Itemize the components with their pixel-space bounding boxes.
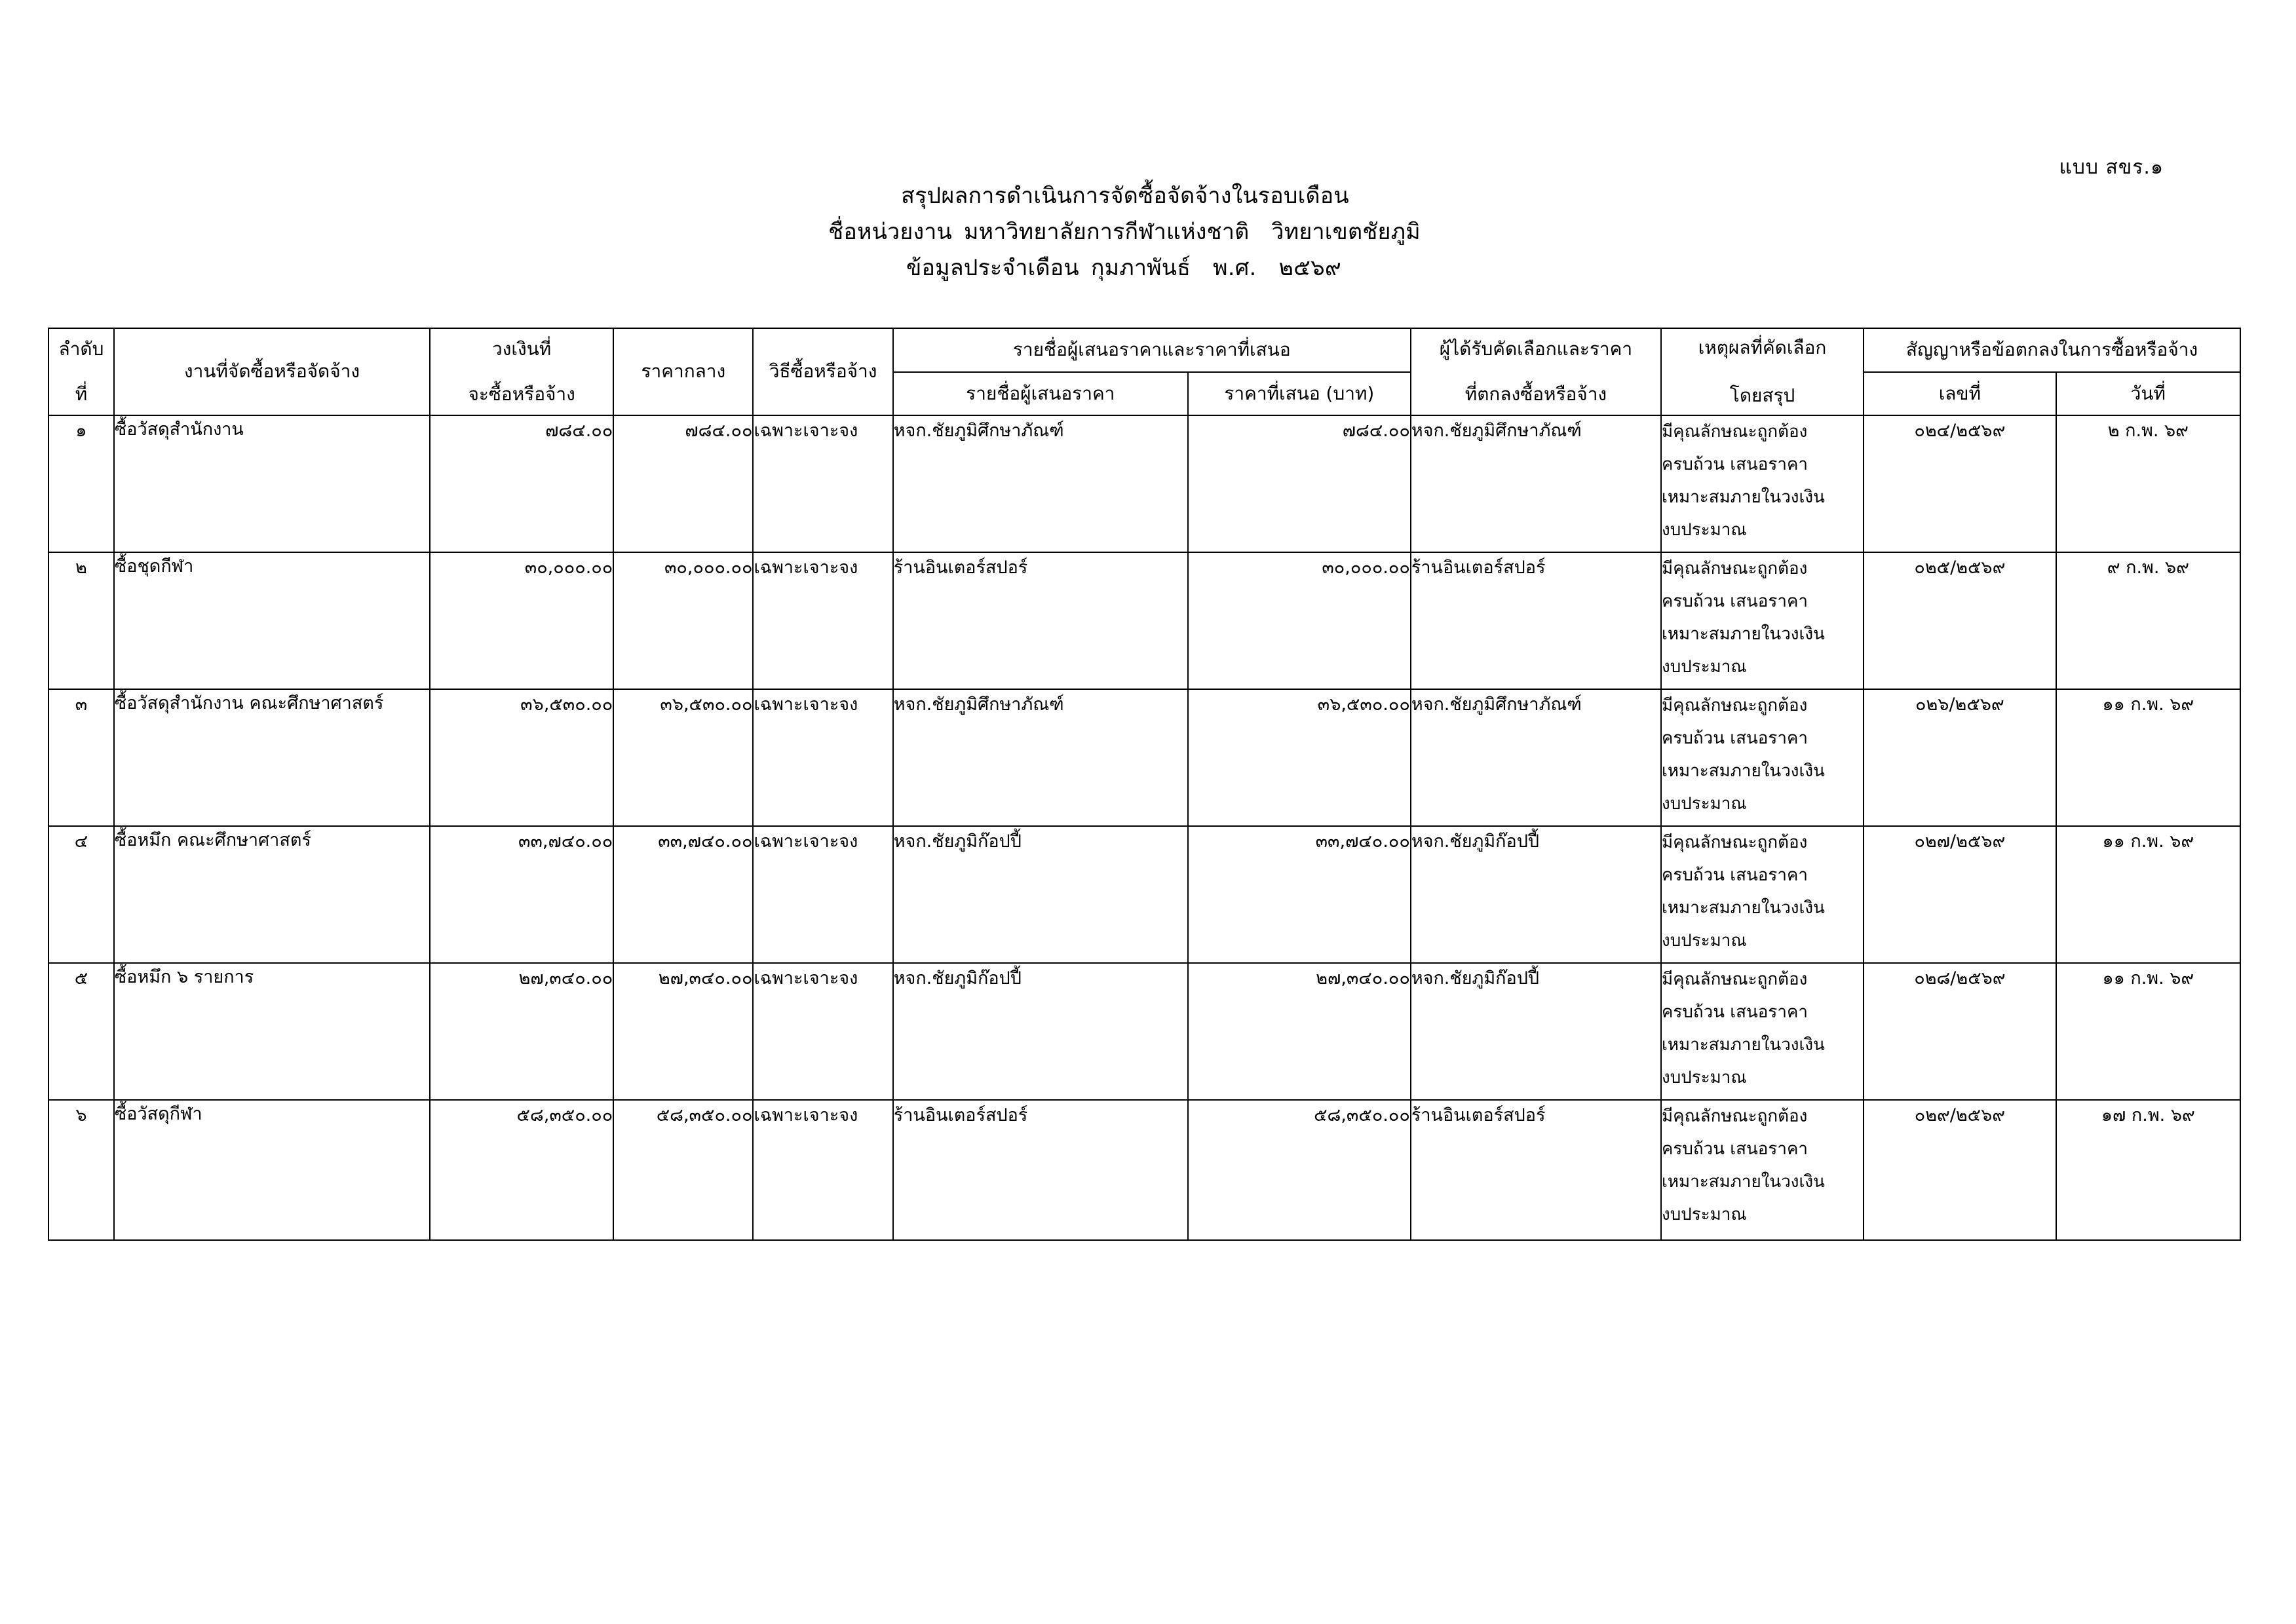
cell-selected-winner: ร้านอินเตอร์สปอร์ [1411, 552, 1661, 689]
header-contract-group: สัญญาหรือข้อตกลงในการซื้อหรือจ้าง [1864, 328, 2240, 372]
cell-procurement-method: เฉพาะเจาะจง [753, 1100, 892, 1240]
cell-selection-reason: มีคุณลักษณะถูกต้อง ครบถ้วน เสนอราคา เหมาะสมภายในวงเงิน งบประมาณ [1661, 415, 1864, 552]
cell-contract-date: ๑๑ ก.พ. ๖๙ [2056, 826, 2240, 963]
cell-work-description: ซื้อวัสดุสำนักงาน คณะศึกษาศาสตร์ [114, 689, 430, 826]
cell-selection-reason: มีคุณลักษณะถูกต้อง ครบถ้วน เสนอราคา เหมาะสมภายในวงเงิน งบประมาณ [1661, 963, 1864, 1100]
cell-contract-date: ๙ ก.พ. ๖๙ [2056, 552, 2240, 689]
cell-bidder-name: ร้านอินเตอร์สปอร์ [893, 552, 1188, 689]
cell-work-description: ซื้อวัสดุสำนักงาน [114, 415, 430, 552]
table-row [48, 1100, 2240, 1240]
cell-selection-reason: มีคุณลักษณะถูกต้อง ครบถ้วน เสนอราคา เหมาะสมภายในวงเงิน งบประมาณ [1661, 552, 1864, 689]
period-year: ๒๕๖๙ [1278, 255, 1341, 282]
header-budget-amount: วงเงินที่ จะซื้อหรือจ้าง [430, 328, 613, 415]
org-name: มหาวิทยาลัยการกีฬาแห่งชาติ [963, 219, 1250, 246]
header-selected-winner: ผู้ได้รับคัดเลือกและราคา ที่ตกลงซื้อหรือจ้าง [1411, 328, 1661, 415]
cell-contract-number: ๐๒๙/๒๕๖๙ [1864, 1100, 2056, 1240]
cell-sequence-no: ๔ [48, 826, 114, 963]
cell-work-description: ซื้อวัสดุกีฬา [114, 1100, 430, 1240]
cell-selected-winner: หจก.ชัยภูมิก๊อปปี้ [1411, 826, 1661, 963]
cell-bidder-name: หจก.ชัยภูมิศึกษาภัณฑ์ [893, 689, 1188, 826]
table-row [48, 826, 2240, 963]
cell-offer-price: ๒๗,๓๔๐.๐๐ [1188, 963, 1411, 1100]
org-label: ชื่อหน่วยงาน [828, 219, 952, 246]
period-year-prefix: พ.ศ. [1213, 255, 1257, 282]
period-label: ข้อมูลประจำเดือน [906, 255, 1079, 282]
header-selection-reason: เหตุผลที่คัดเลือก โดยสรุป [1661, 328, 1864, 415]
heading-line-title: สรุปผลการดำเนินการจัดซื้อจัดจ้างในรอบเดือน [901, 183, 1349, 209]
cell-contract-date: ๑๗ ก.พ. ๖๙ [2056, 1100, 2240, 1240]
table-row [48, 552, 2240, 689]
cell-procurement-method: เฉพาะเจาะจง [753, 689, 892, 826]
cell-procurement-method: เฉพาะเจาะจง [753, 552, 892, 689]
cell-budget-amount: ๓๖,๕๓๐.๐๐ [430, 689, 613, 826]
cell-offer-price: ๕๘,๓๕๐.๐๐ [1188, 1100, 1411, 1240]
cell-work-description: ซื้อหมึก ๖ รายการ [114, 963, 430, 1100]
cell-offer-price: ๓๓,๗๔๐.๐๐ [1188, 826, 1411, 963]
header-offer-price: ราคาที่เสนอ (บาท) [1188, 372, 1411, 416]
cell-selected-winner: หจก.ชัยภูมิศึกษาภัณฑ์ [1411, 415, 1661, 552]
document-heading [0, 178, 2296, 286]
cell-work-description: ซื้อชุดกีฬา [114, 552, 430, 689]
header-contract-date: วันที่ [2056, 372, 2240, 416]
table-body [48, 415, 2240, 1240]
cell-contract-date: ๑๑ ก.พ. ๖๙ [2056, 689, 2240, 826]
cell-median-price: ๓๖,๕๓๐.๐๐ [613, 689, 753, 826]
cell-median-price: ๗๘๔.๐๐ [613, 415, 753, 552]
cell-contract-number: ๐๒๖/๒๕๖๙ [1864, 689, 2056, 826]
cell-sequence-no: ๓ [48, 689, 114, 826]
cell-budget-amount: ๗๘๔.๐๐ [430, 415, 613, 552]
table-row [48, 963, 2240, 1100]
header-median-price: ราคากลาง [613, 328, 753, 415]
cell-offer-price: ๓๐,๐๐๐.๐๐ [1188, 552, 1411, 689]
procurement-summary-table [48, 328, 2241, 1241]
cell-contract-number: ๐๒๗/๒๕๖๙ [1864, 826, 2056, 963]
header-bidders-group: รายชื่อผู้เสนอราคาและราคาที่เสนอ [893, 328, 1411, 372]
org-campus: วิทยาเขตชัยภูมิ [1271, 219, 1421, 246]
cell-bidder-name: หจก.ชัยภูมิศึกษาภัณฑ์ [893, 415, 1188, 552]
cell-bidder-name: หจก.ชัยภูมิก๊อปปี้ [893, 826, 1188, 963]
cell-sequence-no: ๕ [48, 963, 114, 1100]
cell-offer-price: ๓๖,๕๓๐.๐๐ [1188, 689, 1411, 826]
period-month: กุมภาพันธ์ [1090, 255, 1191, 282]
cell-median-price: ๕๘,๓๕๐.๐๐ [613, 1100, 753, 1240]
cell-median-price: ๓๓,๗๔๐.๐๐ [613, 826, 753, 963]
cell-procurement-method: เฉพาะเจาะจง [753, 963, 892, 1100]
cell-median-price: ๓๐,๐๐๐.๐๐ [613, 552, 753, 689]
cell-bidder-name: หจก.ชัยภูมิก๊อปปี้ [893, 963, 1188, 1100]
header-contract-number: เลขที่ [1864, 372, 2056, 416]
cell-work-description: ซื้อหมึก คณะศึกษาศาสตร์ [114, 826, 430, 963]
heading-line-organization [0, 214, 2296, 250]
header-work-description: งานที่จัดซื้อหรือจัดจ้าง [114, 328, 430, 415]
table-header-row-1 [48, 328, 2240, 372]
cell-contract-number: ๐๒๔/๒๕๖๙ [1864, 415, 2056, 552]
cell-selection-reason: มีคุณลักษณะถูกต้อง ครบถ้วน เสนอราคา เหมาะสมภายในวงเงิน งบประมาณ [1661, 826, 1864, 963]
cell-contract-date: ๒ ก.พ. ๖๙ [2056, 415, 2240, 552]
cell-budget-amount: ๓๓,๗๔๐.๐๐ [430, 826, 613, 963]
header-procurement-method: วิธีซื้อหรือจ้าง [753, 328, 892, 415]
cell-median-price: ๒๗,๓๔๐.๐๐ [613, 963, 753, 1100]
heading-line-period [0, 250, 2296, 286]
cell-sequence-no: ๖ [48, 1100, 114, 1240]
table-row [48, 689, 2240, 826]
header-sequence-no: ลำดับ ที่ [48, 328, 114, 415]
cell-selected-winner: หจก.ชัยภูมิศึกษาภัณฑ์ [1411, 689, 1661, 826]
cell-sequence-no: ๒ [48, 552, 114, 689]
cell-bidder-name: ร้านอินเตอร์สปอร์ [893, 1100, 1188, 1240]
form-code-label: แบบ สขร.๑ [2059, 156, 2164, 179]
cell-sequence-no: ๑ [48, 415, 114, 552]
cell-offer-price: ๗๘๔.๐๐ [1188, 415, 1411, 552]
cell-procurement-method: เฉพาะเจาะจง [753, 826, 892, 963]
cell-contract-number: ๐๒๘/๒๕๖๙ [1864, 963, 2056, 1100]
header-bidder-name: รายชื่อผู้เสนอราคา [893, 372, 1188, 416]
table-row [48, 415, 2240, 552]
cell-selected-winner: หจก.ชัยภูมิก๊อปปี้ [1411, 963, 1661, 1100]
cell-budget-amount: ๒๗,๓๔๐.๐๐ [430, 963, 613, 1100]
cell-contract-number: ๐๒๕/๒๕๖๙ [1864, 552, 2056, 689]
cell-budget-amount: ๓๐,๐๐๐.๐๐ [430, 552, 613, 689]
cell-contract-date: ๑๑ ก.พ. ๖๙ [2056, 963, 2240, 1100]
cell-budget-amount: ๕๘,๓๕๐.๐๐ [430, 1100, 613, 1240]
cell-selected-winner: ร้านอินเตอร์สปอร์ [1411, 1100, 1661, 1240]
cell-selection-reason: มีคุณลักษณะถูกต้อง ครบถ้วน เสนอราคา เหมาะสมภายในวงเงิน งบประมาณ [1661, 1100, 1864, 1240]
cell-procurement-method: เฉพาะเจาะจง [753, 415, 892, 552]
cell-selection-reason: มีคุณลักษณะถูกต้อง ครบถ้วน เสนอราคา เหมาะสมภายในวงเงิน งบประมาณ [1661, 689, 1864, 826]
